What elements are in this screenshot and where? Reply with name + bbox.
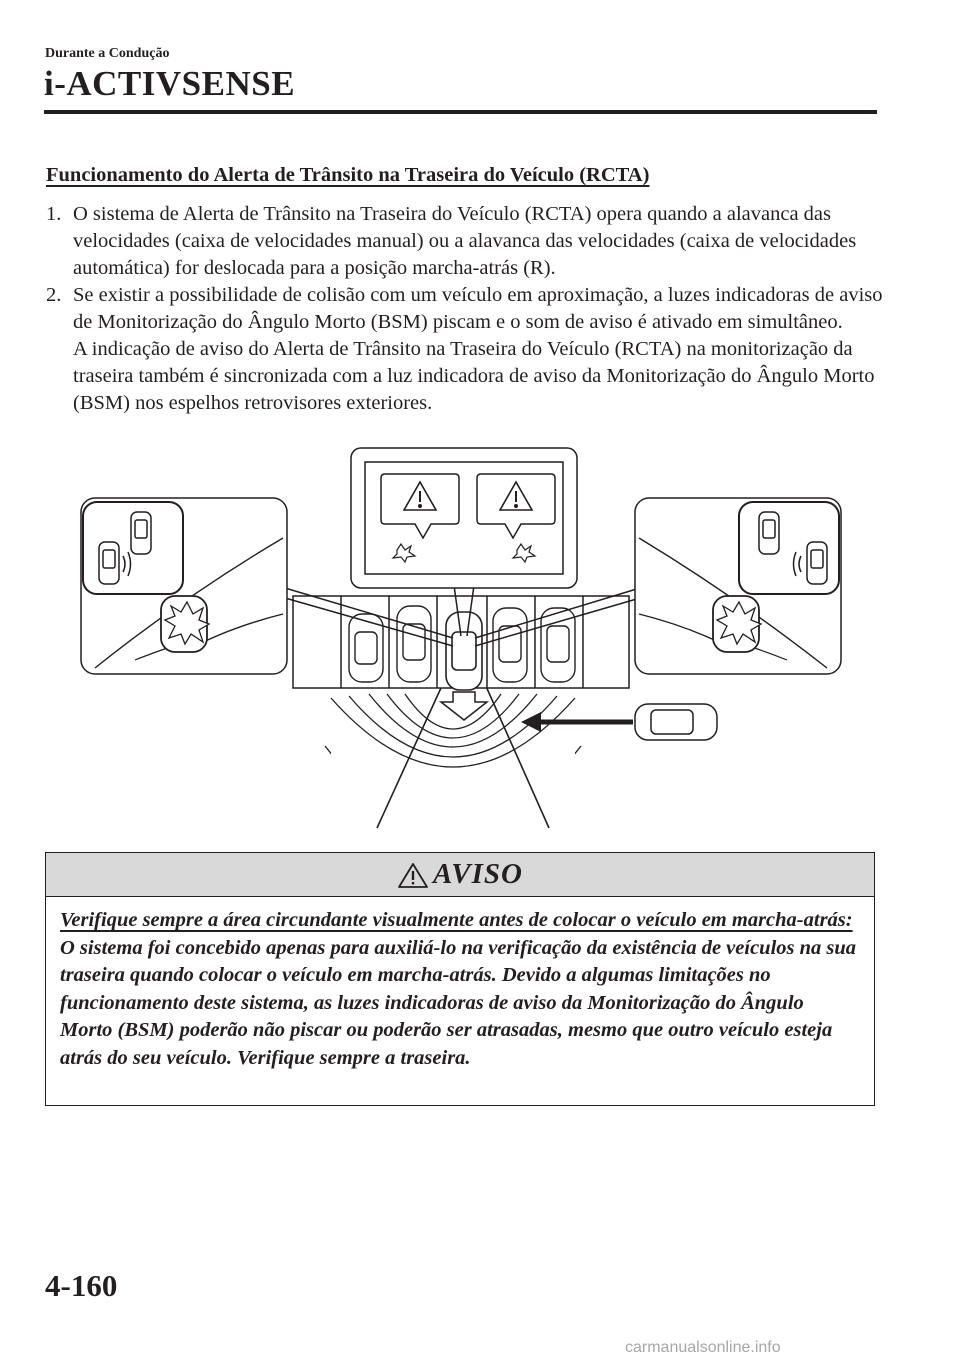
warning-body: O sistema foi concebido apenas para auxiliá-lo na verificação da existência de veículos na sua traseira quando colocar o veículo em marcha-atrás. Devido a algumas limitações no funcionamento deste sistema, as luzes indicadoras de aviso da Monitorização do Ângulo Morto (BSM) poderão não piscar ou poderão ser atrasadas, mesmo que outro veículo esteja atrás do seu veículo. Verifique sempre a traseira.: [60, 936, 857, 1069]
own-vehicle: [446, 612, 482, 690]
steps-list: [46, 201, 886, 417]
watermark: carmanualsonline.info: [625, 1339, 781, 1356]
header-rule: [44, 110, 877, 114]
right-mirror-inset: [635, 498, 841, 674]
section-label: Durante a Condução: [45, 46, 170, 61]
page-number: 4-160: [45, 1268, 118, 1303]
warning-box: [45, 852, 875, 1106]
step-text: O sistema de Alerta de Trânsito na Traseira do Veículo (RCTA) opera quando a alavanca das velocidades (caixa de velocidades manual) ou a alavanca das velocidades (caixa de velocidades automática) for deslocada para a posição marcha-atrás (R).: [73, 203, 857, 279]
chapter-title: i-ACTIVSENSE: [44, 64, 296, 103]
approaching-vehicle: [635, 704, 717, 740]
warning-triangle-icon: [397, 861, 429, 889]
warning-content: [46, 897, 874, 1072]
warning-title: AVISO: [433, 858, 523, 890]
rcta-illustration: [75, 446, 885, 831]
step-number: 2.: [46, 284, 62, 306]
left-mirror-inset: [81, 498, 287, 674]
rear-monitor-inset: [351, 448, 577, 588]
warning-caption: Verifique sempre a área circundante visualmente antes de colocar o veículo em marcha-atrás:: [60, 909, 853, 931]
step-number: 1.: [46, 203, 62, 225]
step-text: Se existir a possibilidade de colisão com um veículo em aproximação, a luzes indicadoras de aviso de Monitorização do Ângulo Morto (BSM) piscam e o som de aviso é ativado em simultâneo.: [73, 284, 883, 333]
section-subheading: Funcionamento do Alerta de Trânsito na Traseira do Veículo (RCTA): [46, 164, 650, 186]
step-1: [46, 201, 886, 282]
step-2: [46, 282, 886, 417]
warning-header: [46, 853, 874, 897]
step-text: A indicação de aviso do Alerta de Trânsito na Traseira do Veículo (RCTA) na monitorização da traseira também é sincronizada com a luz indicadora de aviso da Monitorização do Ângulo Morto (BSM) nos espelhos retrovisores exteriores.: [73, 338, 875, 414]
